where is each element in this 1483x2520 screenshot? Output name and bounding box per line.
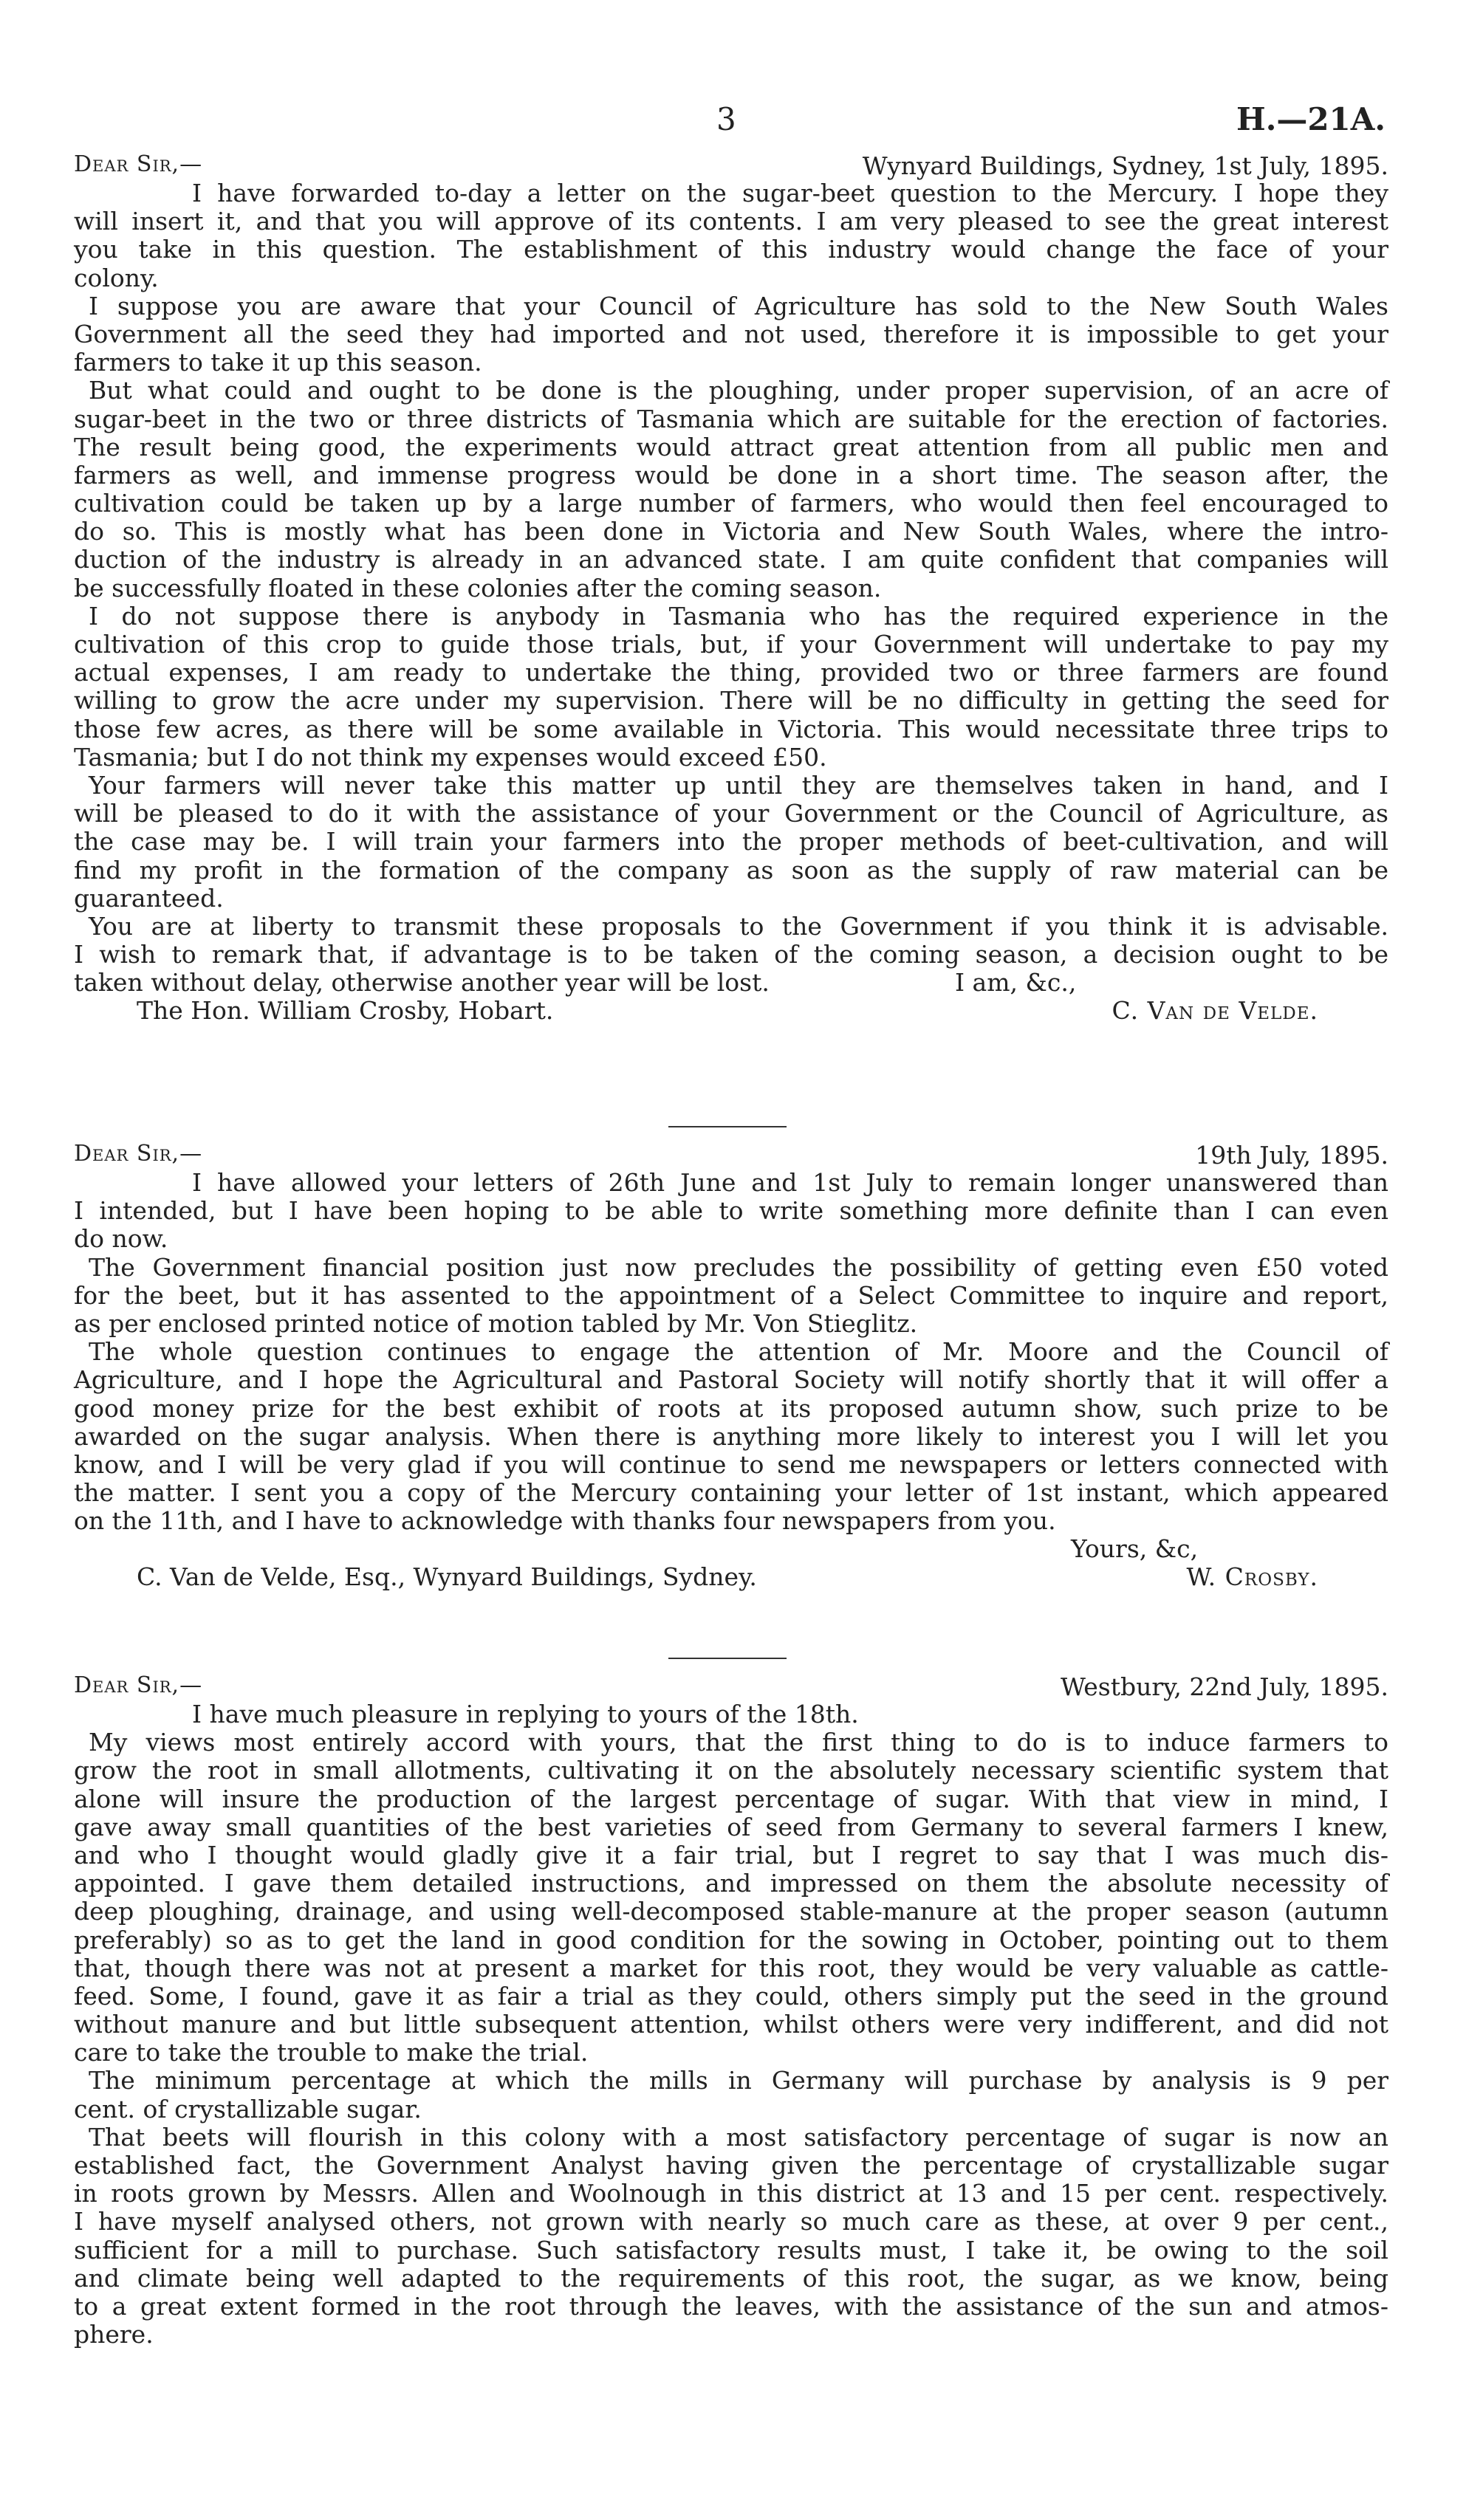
text-line: My views most entirely accord with yours, that the first thing to do is to induce farmers to <box>89 1728 1388 1757</box>
salutation: Dear Sir,— <box>74 151 203 177</box>
text-line: appointed. I gave them detailed instructions, and impressed on them the absolute necessity of <box>74 1869 1388 1898</box>
separator-rule <box>668 1126 787 1127</box>
text-line: know, and I will be very glad if you will continue to send me newspapers or letters connected with <box>74 1449 1388 1479</box>
text-line: The Government financial position just now precludes the possibility of getting even £50 voted <box>89 1252 1388 1282</box>
text-line: without manure and but little subsequent attention, whilst others were very indifferent, and did not <box>74 2010 1388 2039</box>
text-line: do so. This is mostly what has been done in Victoria and New South Wales, where the intro- <box>74 517 1388 546</box>
salutation: Dear Sir,— <box>74 1672 203 1698</box>
text-line: grow the root in small allotments, cultivating it on the absolutely necessary scientific system that <box>74 1756 1388 1785</box>
text-line: established fact, the Government Analyst having given the percentage of crystallizable sugar <box>74 2151 1388 2180</box>
text-line: to a great extent formed in the root through the leaves, with the assistance of the sun and atmos- <box>74 2291 1388 2321</box>
text-line: care to take the trouble to make the trial. <box>74 2038 589 2067</box>
closing-line <box>74 969 1388 997</box>
place-date: Wynyard Buildings, Sydney, 1st July, 1895. <box>862 151 1388 180</box>
document-reference: H.—21A. <box>1236 101 1386 137</box>
text-line: as per enclosed printed notice of motion tabled by Mr. Von Stieglitz. <box>74 1308 918 1338</box>
text-line: cent. of crystallizable sugar. <box>74 2094 422 2124</box>
text-line: deep ploughing, drainage, and using well-decomposed stable-manure at the proper season (autumn <box>74 1897 1388 1926</box>
signature: W. Crosby. <box>1186 1562 1318 1592</box>
text-line: those few acres, as there will be some available in Victoria. This would necessitate three trips to <box>74 714 1388 744</box>
text-line: The minimum percentage at which the mills in Germany will purchase by analysis is 9 per <box>89 2066 1388 2095</box>
text-line: cultivation of this crop to guide those trials, but, if your Government will undertake to pay my <box>74 630 1388 659</box>
text-line: feed. Some, I found, gave it as fair a trial as they could, others simply put the seed in the ground <box>74 1981 1388 2011</box>
text-line: I have allowed your letters of 26th June and 1st July to remain longer unanswered than <box>192 1168 1388 1197</box>
text-line: be successfully floated in these colonies after the coming season. <box>74 573 882 602</box>
text-line: Government all the seed they had imported and not used, therefore it is impossible to get your <box>74 319 1388 349</box>
text-line: and who I thought would gladly give it a fair trial, but I regret to say that I was much dis- <box>74 1840 1388 1870</box>
separator-rule <box>668 1658 787 1659</box>
text-line: Tasmania; but I do not think my expenses would exceed £50. <box>74 742 827 772</box>
text-line: will insert it, and that you will approve of its contents. I am very pleased to see the great interest <box>74 207 1388 236</box>
closing: Yours, &c, <box>1071 1534 1199 1564</box>
text-line: taken without delay, otherwise another year will be lost. <box>74 968 770 998</box>
text-line: farmers as well, and immense progress would be done in a short time. The season after, the <box>74 460 1388 490</box>
text-line: sugar-beet in the two or three districts of Tasmania which are suitable for the erection of factories. <box>74 404 1388 433</box>
text-line: find my profit in the formation of the company as soon as the supply of raw material can be <box>74 855 1388 885</box>
text-line: gave away small quantities of the best varieties of seed from Germany to several farmers I knew, <box>74 1812 1388 1841</box>
text-line: I have much pleasure in replying to yours of the 18th. <box>192 1700 859 1728</box>
text-line: duction of the industry is already in an advanced state. I am quite confident that companies will <box>74 545 1388 574</box>
signature: C. Van de Velde. <box>1112 996 1318 1026</box>
text-line: the matter. I sent you a copy of the Mercury containing your letter of 1st instant, which appeared <box>74 1478 1388 1508</box>
salutation: Dear Sir,— <box>74 1141 203 1167</box>
text-line: the case may be. I will train your farmers into the proper methods of beet-cultivation, and will <box>74 827 1388 856</box>
text-line: phere. <box>74 2320 154 2349</box>
text-line: I wish to remark that, if advantage is to be taken of the coming season, a decision ought to be <box>74 940 1388 969</box>
text-line: cultivation could be taken up by a large number of farmers, who would then feel encouraged to <box>74 489 1388 518</box>
text-line: colony. <box>74 263 159 292</box>
addressee: The Hon. William Crosby, Hobart. <box>137 996 554 1026</box>
text-line: actual expenses, I am ready to undertake the thing, provided two or three farmers are found <box>74 658 1388 687</box>
text-line: I intended, but I have been hoping to be able to write something more definite than I can even <box>74 1196 1388 1226</box>
letter-header <box>74 1141 1388 1169</box>
addressee: C. Van de Velde, Esq., Wynyard Buildings, Sydney. <box>137 1562 757 1592</box>
text-line: The whole question continues to engage the attention of Mr. Moore and the Council of <box>89 1337 1388 1367</box>
closing-line <box>74 1535 1388 1563</box>
text-line: I do not suppose there is anybody in Tasmania who has the required experience in the <box>89 601 1388 631</box>
text-line: Agriculture, and I hope the Agricultural and Pastoral Society will notify shortly that it will offer a <box>74 1365 1388 1395</box>
text-line: But what could and ought to be done is the ploughing, under proper supervision, of an acre of <box>89 376 1388 405</box>
text-line: sufficient for a mill to purchase. Such satisfactory results must, I take it, be owing to the soil <box>74 2235 1388 2265</box>
text-line: I have forwarded to-day a letter on the sugar-beet question to the Mercury. I hope they <box>192 179 1388 207</box>
place-date: Westbury, 22nd July, 1895. <box>1061 1672 1388 1701</box>
text-line: for the beet, but it has assented to the appointment of a Select Committee to inquire and report, <box>74 1280 1388 1310</box>
place-date: 19th July, 1895. <box>1195 1141 1388 1170</box>
text-line: I have myself analysed others, not grown with nearly so much care as these, at over 9 per cent., <box>74 2207 1388 2236</box>
closing: I am, &c., <box>955 968 1077 998</box>
signature-line <box>74 1563 1388 1591</box>
text-line: that, though there was not at present a market for this root, they would be very valuable as cattle- <box>74 1953 1388 1982</box>
text-line: I suppose you are aware that your Council of Agriculture has sold to the New South Wales <box>89 291 1388 320</box>
text-line: in roots grown by Messrs. Allen and Woolnough in this district at 13 and 15 per cent. respectively. <box>74 2179 1388 2208</box>
text-line: The result being good, the experiments would attract great attention from all public men and <box>74 432 1388 461</box>
text-line: and climate being well adapted to the requirements of this root, the sugar, as we know, being <box>74 2263 1388 2293</box>
text-line: do now. <box>74 1224 168 1254</box>
text-line: alone will insure the production of the largest percentage of sugar. With that view in mind, I <box>74 1784 1388 1813</box>
text-line: Your farmers will never take this matter up until they are themselves taken in hand, and I <box>89 770 1388 800</box>
text-line: guaranteed. <box>74 883 224 913</box>
text-line: you take in this question. The establishment of this industry would change the face of your <box>74 235 1388 264</box>
letter-1 <box>74 151 1388 1025</box>
text-line: You are at liberty to transmit these proposals to the Government if you think it is advisable. <box>89 911 1388 941</box>
page-number: 3 <box>716 101 736 137</box>
text-line: willing to grow the acre under my supervision. There will be no difficulty in getting the seed for <box>74 686 1388 715</box>
text-line: on the 11th, and I have to acknowledge with thanks four newspapers from you. <box>74 1506 1056 1536</box>
letter-header <box>74 1672 1388 1700</box>
text-line: awarded on the sugar analysis. When there is anything more likely to interest you I will let you <box>74 1421 1388 1451</box>
signature-line <box>74 997 1388 1025</box>
letter-header <box>74 151 1388 179</box>
text-line: good money prize for the best exhibit of roots at its proposed autumn show, such prize to be <box>74 1393 1388 1423</box>
text-line: farmers to take it up this season. <box>74 348 482 377</box>
text-line: preferably) so as to get the land in good condition for the sowing in October, pointing out to them <box>74 1925 1388 1954</box>
letter-2 <box>74 1141 1388 1591</box>
text-line: will be pleased to do it with the assistance of your Government or the Council of Agriculture, as <box>74 799 1388 828</box>
letter-3 <box>74 1672 1388 2349</box>
text-line: That beets will flourish in this colony with a most satisfactory percentage of sugar is now an <box>89 2122 1388 2152</box>
